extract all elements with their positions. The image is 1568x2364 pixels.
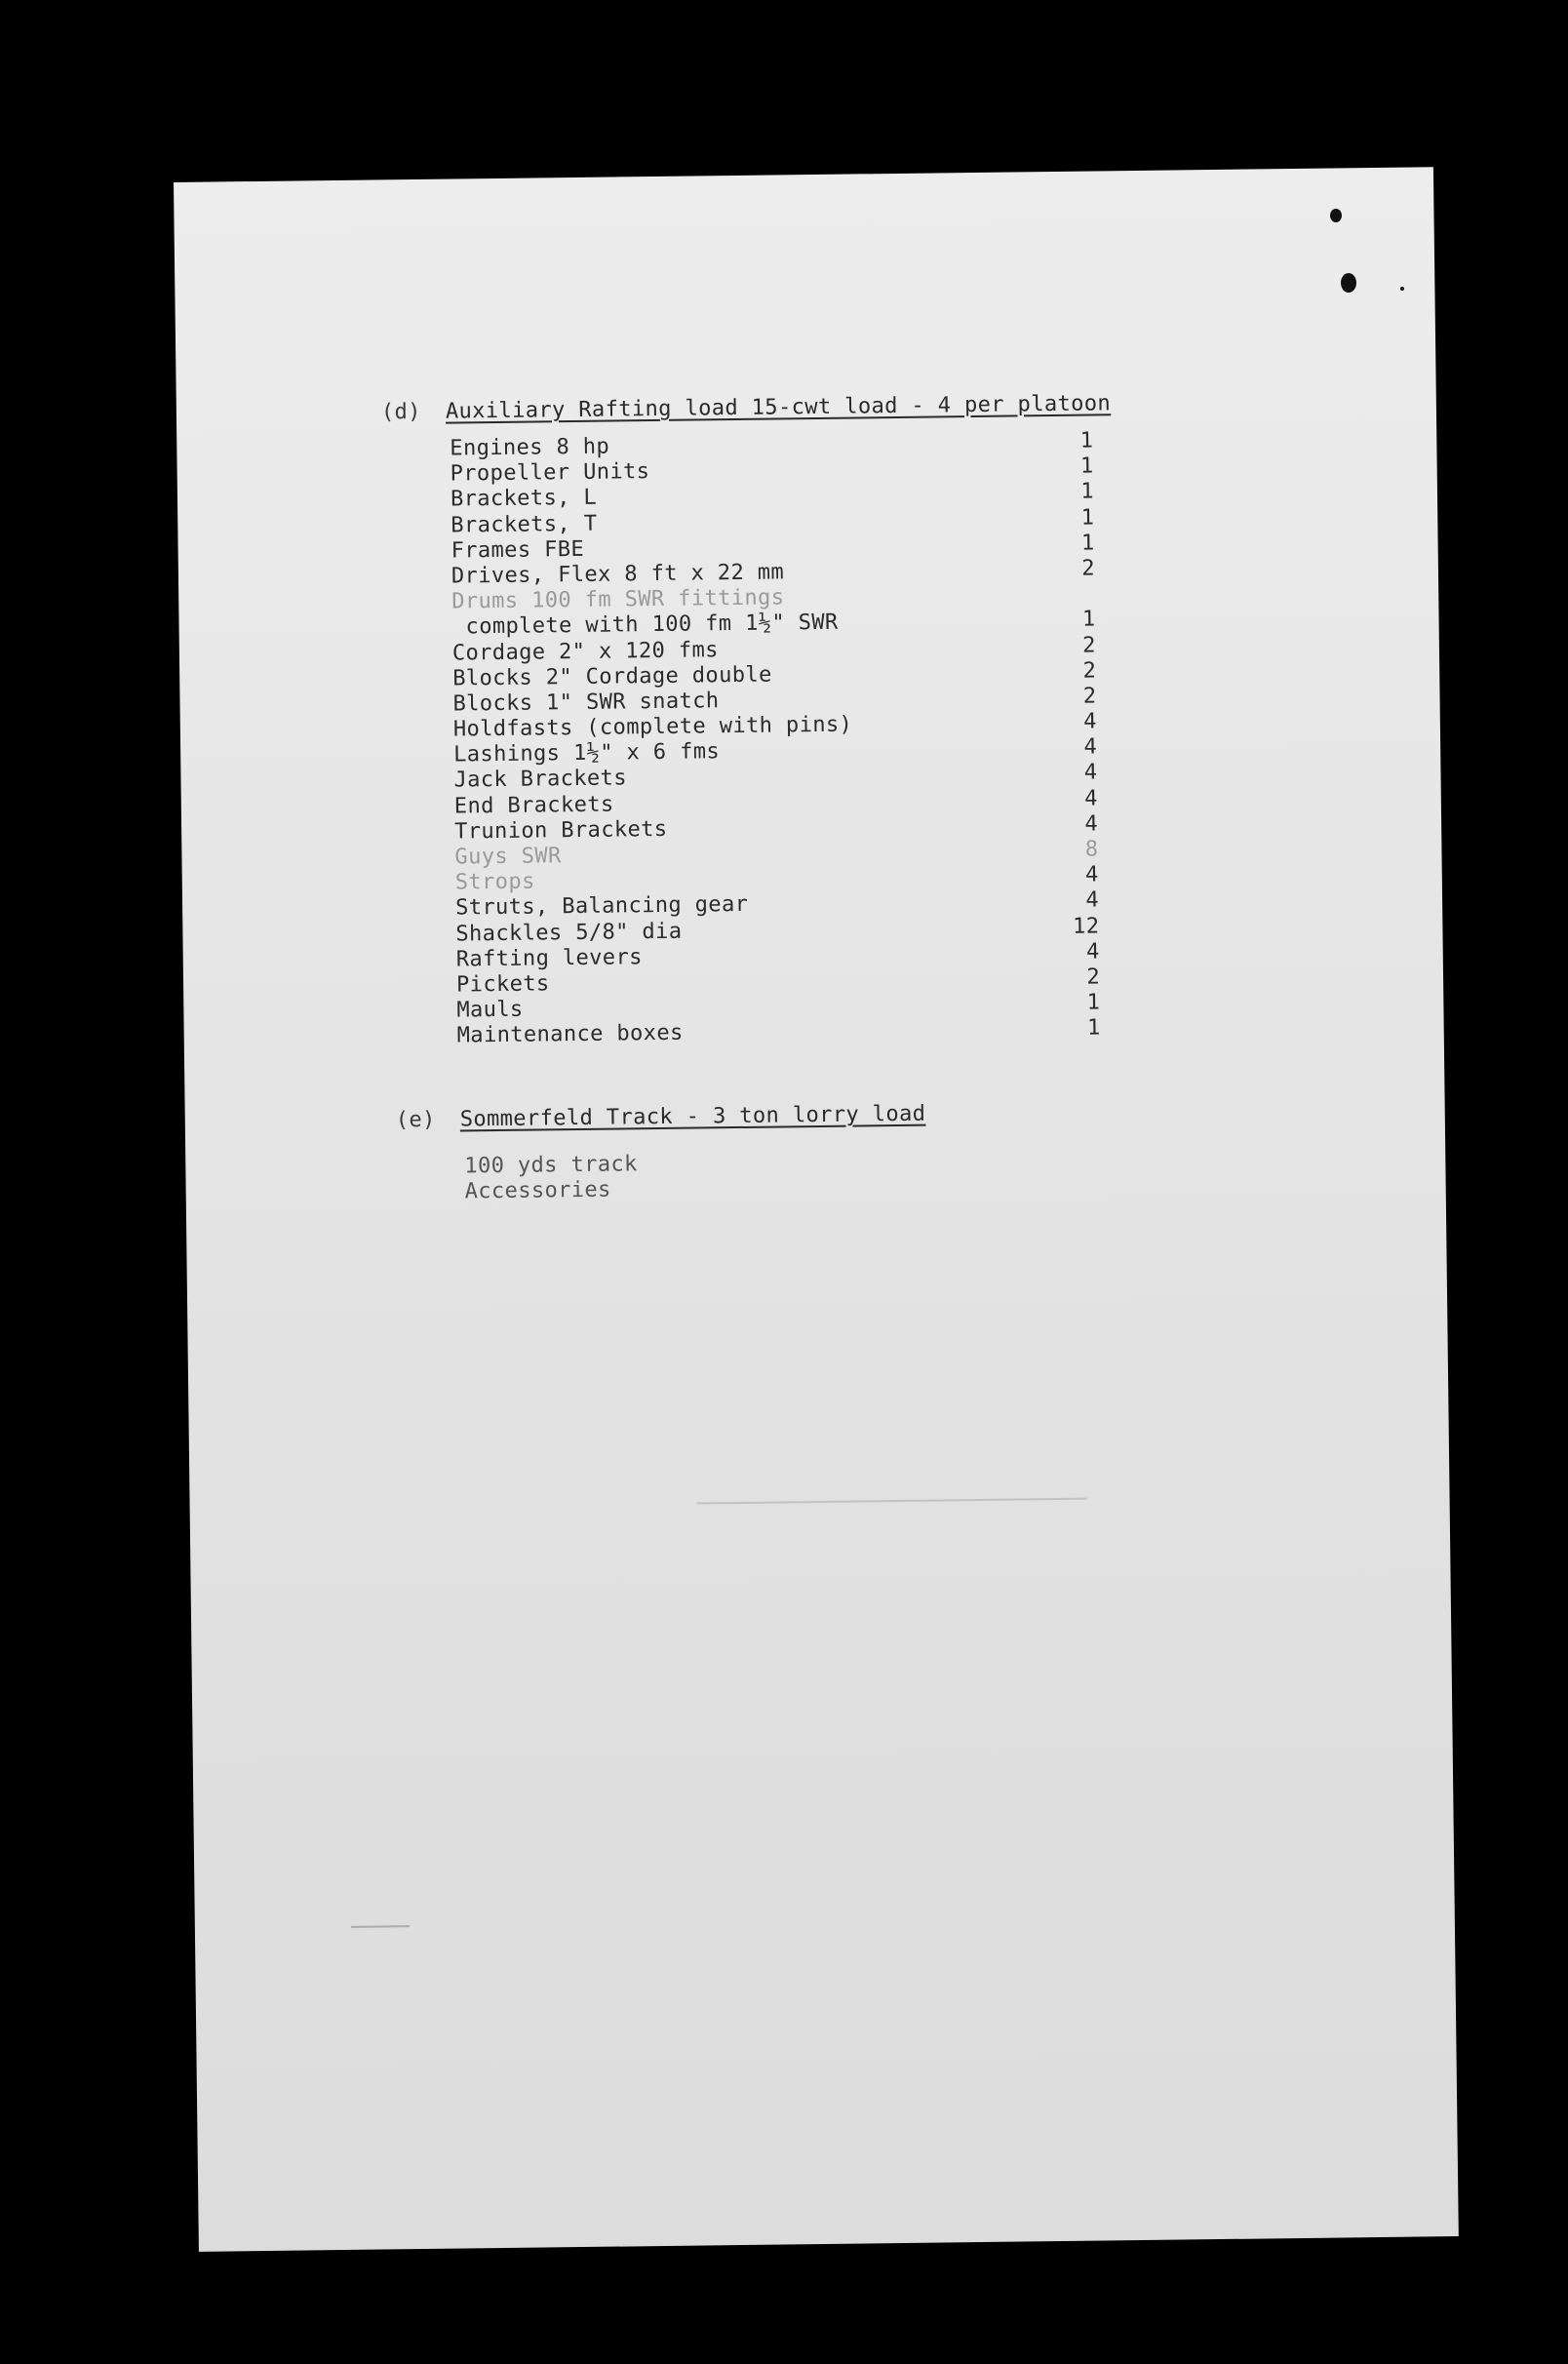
list-item: Trunion Brackets 4 bbox=[454, 811, 1099, 845]
ink-speck bbox=[1341, 273, 1356, 293]
list-item: Guys SWR 8 bbox=[454, 837, 1099, 870]
section-d-marker: (d) bbox=[380, 399, 421, 425]
faint-scan-line bbox=[697, 1498, 1087, 1505]
list-item: Rafting levers 4 bbox=[455, 939, 1100, 972]
list-item: Engines 8 hp 1 bbox=[450, 428, 1094, 461]
document-page bbox=[174, 167, 1459, 2252]
margin-mark bbox=[351, 1925, 410, 1928]
section-e-title: Sommerfeld Track - 3 ton lorry load bbox=[459, 1101, 926, 1132]
list-item: Drums 100 fm SWR fittings bbox=[451, 585, 785, 614]
list-item: End Brackets 4 bbox=[453, 786, 1098, 819]
section-d-item-list bbox=[450, 428, 1101, 1049]
list-item: Brackets, T 1 bbox=[451, 505, 1095, 538]
list-item: Strops 4 bbox=[454, 862, 1099, 895]
list-item: Cordage 2" x 120 fms 2 bbox=[451, 632, 1097, 666]
list-item: Blocks 1" SWR snatch 2 bbox=[452, 684, 1097, 717]
list-item: Maintenance boxes 1 bbox=[456, 1015, 1101, 1048]
section-e-marker: (e) bbox=[395, 1107, 436, 1133]
list-item: Blocks 2" Cordage double 2 bbox=[452, 658, 1097, 691]
list-item: Drives, Flex 8 ft x 22 mm 2 bbox=[451, 556, 1096, 589]
ink-speck bbox=[1400, 287, 1404, 291]
list-item: Shackles 5/8" dia 12 bbox=[455, 914, 1100, 947]
list-item: Lashings 1½" x 6 fms 4 bbox=[453, 734, 1098, 768]
list-item: Frames FBE 1 bbox=[451, 531, 1095, 564]
list-item: Propeller Units 1 bbox=[450, 453, 1094, 487]
section-e-item-list bbox=[464, 1152, 638, 1204]
list-item: Accessories bbox=[464, 1177, 611, 1204]
list-item: Mauls 1 bbox=[456, 990, 1101, 1023]
ink-speck bbox=[1330, 209, 1342, 222]
list-item: complete with 100 fm 1½" SWR 1 bbox=[465, 607, 1096, 640]
list-item: Holdfasts (complete with pins) 4 bbox=[452, 709, 1097, 742]
list-item: Pickets 2 bbox=[455, 965, 1101, 998]
list-item: Brackets, L 1 bbox=[450, 479, 1095, 512]
list-item: 100 yds track bbox=[464, 1152, 638, 1179]
section-d-title: Auxiliary Rafting load 15-cwt load - 4 per platoon bbox=[445, 391, 1112, 424]
list-item: Struts, Balancing gear 4 bbox=[454, 887, 1100, 921]
list-item: Jack Brackets 4 bbox=[453, 760, 1098, 793]
